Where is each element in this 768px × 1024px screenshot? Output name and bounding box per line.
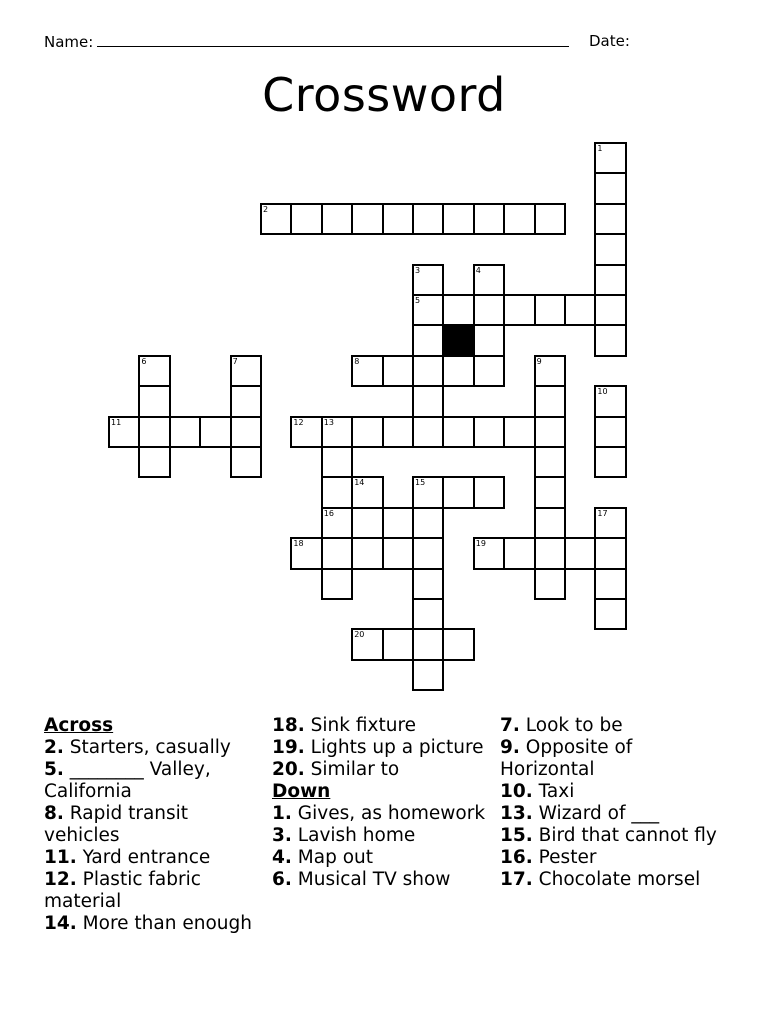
grid-cell[interactable]	[594, 385, 626, 417]
clue-number: 6	[141, 356, 147, 366]
clue-number-label: 10.	[500, 781, 533, 802]
clue-item	[44, 913, 264, 935]
grid-cell[interactable]	[594, 598, 626, 630]
grid-cell[interactable]	[199, 416, 231, 448]
grid-cell[interactable]	[442, 628, 474, 660]
grid-cell[interactable]	[412, 355, 444, 387]
clue-number: 16	[323, 508, 334, 518]
clue-item	[500, 737, 730, 781]
grid-cell[interactable]	[169, 416, 201, 448]
clue-text: Similar to	[310, 759, 400, 780]
across-heading: Across	[44, 715, 114, 736]
grid-cell[interactable]	[594, 446, 626, 478]
grid-cell[interactable]	[594, 537, 626, 569]
grid-cell[interactable]	[321, 203, 353, 235]
clue-text: Lavish home	[297, 825, 416, 846]
grid-cell[interactable]	[412, 537, 444, 569]
clue-item	[44, 737, 264, 759]
clue-item	[44, 869, 264, 913]
clue-text: Opposite of Horizontal	[500, 737, 633, 780]
grid-cell[interactable]	[594, 294, 626, 326]
grid-cell[interactable]	[321, 446, 353, 478]
clue-text: Rapid transit vehicles	[44, 803, 189, 846]
clue-item	[272, 759, 487, 781]
grid-cell[interactable]	[594, 507, 626, 539]
grid-cell[interactable]	[534, 355, 566, 387]
clues-column-1	[44, 715, 264, 935]
clue-number-label: 18.	[272, 715, 305, 736]
grid-cell[interactable]	[412, 507, 444, 539]
clue-number-label: 9.	[500, 737, 520, 758]
grid-cell[interactable]	[534, 476, 566, 508]
across-clues-list	[44, 737, 264, 935]
clue-item	[500, 847, 730, 869]
clue-item	[272, 825, 487, 847]
grid-cell[interactable]	[473, 416, 505, 448]
grid-cell[interactable]	[382, 416, 414, 448]
grid-cell[interactable]	[382, 628, 414, 660]
clue-text: Sink fixture	[310, 715, 417, 736]
grid-cell[interactable]	[473, 294, 505, 326]
clue-number: 7	[232, 356, 238, 366]
clue-text: More than enough	[82, 913, 252, 934]
grid-cell[interactable]	[442, 203, 474, 235]
clue-text: Lights up a picture	[310, 737, 484, 758]
grid-cell[interactable]	[594, 324, 626, 356]
clue-number-label: 20.	[272, 759, 305, 780]
grid-cell[interactable]	[108, 416, 140, 448]
grid-cell[interactable]	[321, 568, 353, 600]
grid-cell[interactable]	[473, 324, 505, 356]
clue-number-label: 7.	[500, 715, 520, 736]
clue-number: 19	[475, 539, 486, 549]
grid-cell[interactable]	[138, 385, 170, 417]
grid-cell[interactable]	[321, 416, 353, 448]
clue-text: Gives, as homework	[297, 803, 486, 824]
grid-cell[interactable]	[138, 416, 170, 448]
clue-item	[272, 737, 487, 759]
grid-cell[interactable]	[351, 476, 383, 508]
grid-cell[interactable]	[260, 203, 292, 235]
clue-number: 20	[354, 630, 365, 640]
grid-cell[interactable]	[230, 446, 262, 478]
clue-number-label: 1.	[272, 803, 292, 824]
grid-cell[interactable]	[138, 355, 170, 387]
grid-cell[interactable]	[412, 264, 444, 296]
clue-number-label: 6.	[272, 869, 292, 890]
clue-number-label: 14.	[44, 913, 77, 934]
grid-cell[interactable]	[534, 416, 566, 448]
grid-cell[interactable]	[351, 355, 383, 387]
grid-cell[interactable]	[290, 416, 322, 448]
clue-text: Starters, casually	[69, 737, 231, 758]
clues-column-2	[272, 715, 487, 891]
grid-cell[interactable]	[138, 446, 170, 478]
clue-number: 2	[263, 204, 269, 214]
grid-cell[interactable]	[230, 355, 262, 387]
clue-item	[272, 869, 487, 891]
clue-text: Map out	[297, 847, 374, 868]
clue-item	[44, 759, 264, 803]
clue-text: Musical TV show	[297, 869, 451, 890]
clue-number: 8	[354, 356, 360, 366]
grid-cell[interactable]	[412, 476, 444, 508]
grid-cell[interactable]	[382, 507, 414, 539]
grid-cell[interactable]	[351, 537, 383, 569]
down-clues-list-cont	[500, 715, 730, 891]
clue-item	[500, 781, 730, 803]
grid-cell[interactable]	[412, 385, 444, 417]
clue-number: 9	[536, 356, 542, 366]
clue-number-label: 11.	[44, 847, 77, 868]
grid-cell[interactable]	[412, 294, 444, 326]
grid-cell[interactable]	[442, 476, 474, 508]
clue-text: Taxi	[538, 781, 575, 802]
down-heading: Down	[272, 781, 331, 802]
clue-item	[272, 715, 487, 737]
clue-number-label: 15.	[500, 825, 533, 846]
grid-cell[interactable]	[564, 294, 596, 326]
clue-text: Pester	[538, 847, 597, 868]
name-label: Name:	[44, 33, 94, 51]
grid-cell[interactable]	[412, 659, 444, 691]
grid-cell[interactable]	[503, 294, 535, 326]
clue-item	[500, 803, 730, 825]
clue-number: 18	[293, 539, 304, 549]
grid-cell[interactable]	[534, 385, 566, 417]
clue-number: 1	[597, 144, 603, 153]
down-clues-list	[272, 803, 487, 891]
grid-cell[interactable]	[534, 446, 566, 478]
grid-cell[interactable]	[412, 598, 444, 630]
clue-item	[44, 803, 264, 847]
clue-item	[272, 847, 487, 869]
grid-cell[interactable]	[442, 416, 474, 448]
grid-cell[interactable]	[290, 537, 322, 569]
grid-cell[interactable]	[594, 142, 626, 174]
grid-cell[interactable]	[230, 385, 262, 417]
grid-cell[interactable]	[473, 203, 505, 235]
clue-number-label: 19.	[272, 737, 305, 758]
grid-cell[interactable]	[473, 264, 505, 296]
clue-number-label: 13.	[500, 803, 533, 824]
clue-number: 10	[597, 387, 608, 397]
clue-number: 15	[415, 478, 426, 488]
clue-number: 13	[323, 417, 334, 427]
grid-cell[interactable]	[412, 324, 444, 356]
grid-cell[interactable]	[351, 416, 383, 448]
grid-cell[interactable]	[351, 507, 383, 539]
grid-cell[interactable]	[534, 568, 566, 600]
grid-cell[interactable]	[534, 507, 566, 539]
clue-item	[272, 803, 487, 825]
grid-cell[interactable]	[412, 416, 444, 448]
clues-column-3	[500, 715, 730, 891]
across-clues-list-cont	[272, 715, 487, 781]
grid-cell[interactable]	[473, 476, 505, 508]
clue-number: 3	[415, 265, 421, 275]
clue-number-label: 8.	[44, 803, 64, 824]
grid-cell[interactable]	[534, 203, 566, 235]
clue-text: Bird that cannot fly	[538, 825, 717, 846]
date-label: Date:	[589, 32, 630, 50]
clue-number-label: 16.	[500, 847, 533, 868]
clue-number-label: 4.	[272, 847, 292, 868]
grid-cell[interactable]	[503, 416, 535, 448]
clue-number: 5	[415, 296, 421, 305]
clue-number: 4	[475, 265, 481, 275]
grid-cell[interactable]	[473, 355, 505, 387]
grid-cell[interactable]	[594, 568, 626, 600]
clue-number: 11	[111, 417, 122, 427]
clue-text: Chocolate morsel	[538, 869, 701, 890]
grid-cell[interactable]	[594, 172, 626, 204]
grid-cell[interactable]	[594, 416, 626, 448]
clue-number-label: 12.	[44, 869, 77, 890]
grid-cell[interactable]	[442, 355, 474, 387]
grid-cell[interactable]	[321, 507, 353, 539]
grid-cell[interactable]	[382, 203, 414, 235]
clue-number-label: 3.	[272, 825, 292, 846]
grid-cell[interactable]	[594, 264, 626, 296]
grid-cell[interactable]	[594, 203, 626, 235]
grid-cell[interactable]	[473, 537, 505, 569]
grid-cell[interactable]	[382, 355, 414, 387]
grid-cell[interactable]	[412, 203, 444, 235]
grid-cell[interactable]	[321, 476, 353, 508]
grid-cell[interactable]	[503, 537, 535, 569]
grid-cell[interactable]	[382, 537, 414, 569]
clue-text: ________ Valley, California	[44, 759, 211, 802]
clue-number: 17	[597, 508, 608, 518]
grid-cell[interactable]	[321, 537, 353, 569]
grid-cell[interactable]	[351, 203, 383, 235]
clue-number-label: 5.	[44, 759, 64, 780]
clue-number-label: 2.	[44, 737, 64, 758]
grid-cell[interactable]	[351, 628, 383, 660]
clue-number: 14	[354, 478, 365, 488]
grid-cell[interactable]	[564, 537, 596, 569]
clue-text: Look to be	[525, 715, 623, 736]
clue-text: Wizard of ___	[538, 803, 660, 824]
grid-cell[interactable]	[412, 628, 444, 660]
clue-item	[500, 869, 730, 891]
grid-cell[interactable]	[503, 203, 535, 235]
clue-text: Yard entrance	[82, 847, 211, 868]
grid-cell[interactable]	[230, 416, 262, 448]
clue-number: 12	[293, 417, 304, 427]
grid-cell[interactable]	[290, 203, 322, 235]
grid-cell[interactable]	[594, 233, 626, 265]
clue-item	[500, 825, 730, 847]
clue-item	[44, 847, 264, 869]
clue-text: Plastic fabric material	[44, 869, 201, 912]
black-square	[442, 324, 474, 356]
grid-cell[interactable]	[534, 294, 566, 326]
grid-cell[interactable]	[442, 294, 474, 326]
clue-item	[500, 715, 730, 737]
page-title: Crossword	[262, 68, 506, 122]
grid-cell[interactable]	[534, 537, 566, 569]
grid-cell[interactable]	[412, 568, 444, 600]
clue-number-label: 17.	[500, 869, 533, 890]
